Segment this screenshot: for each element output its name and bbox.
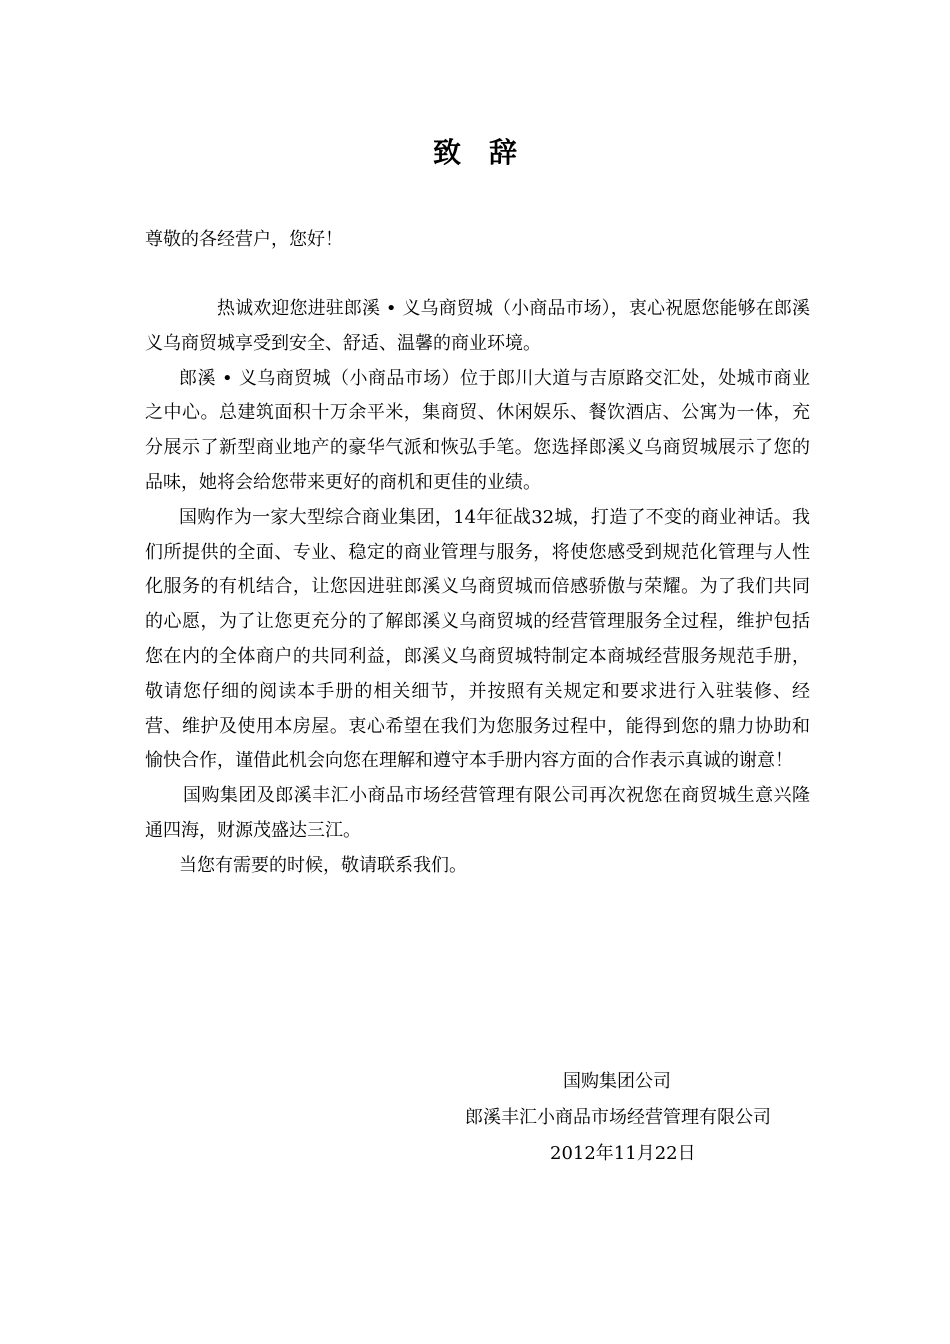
page-title: 致辞 xyxy=(432,136,545,169)
paragraph-location: 郎溪 • 义乌商贸城（小商品市场）位于郎川大道与吉原路交汇处，处城市商业之中心。总建筑面积十万余平米，集商贸、休闲娱乐、餐饮酒店、公寓为一体，充分展示了新型商业地产的豪华气派和恢弘手笔。您选择郎溪义乌商贸城展示了您的品味，她将会给您带来更好的商机和更佳的业绩。 xyxy=(145,367,810,493)
salutation: 尊敬的各经营户，您好！ xyxy=(145,229,343,250)
signature-date: 2012年11月22日 xyxy=(550,1143,696,1164)
paragraph-contact: 当您有需要的时候，敬请联系我们。 xyxy=(179,854,467,876)
paragraph-wishes: 国购集团及郎溪丰汇小商品市场经营管理有限公司再次祝您在商贸城生意兴隆通四海，财源茂盛达三江。 xyxy=(145,785,810,841)
paragraph-group-intro: 国购作为一家大型综合商业集团，14年征战32城，打造了不变的商业神话。我们所提供的全面、专业、稳定的商业管理与服务，将使您感受到规范化管理与人性化服务的有机结合，让您因进驻郎溪义乌商贸城而倍感骄傲与荣耀。为了我们共同的心愿，为了让您更充分的了解郎溪义乌商贸城的经营管理服务全过程，维护包括您在内的全体商户的共同利益，郎溪义乌商贸城特制定本商城经营服务规范手册，敬请您仔细的阅读本手册的相关细节，并按照有关规定和要求进行入驻装修、经营、维护及使用本房屋。衷心希望在我们为您服务过程中，能得到您的鼎力协助和愉快合作，谨借此机会向您在理解和遵守本手册内容方面的合作表示真诚的谢意！ xyxy=(145,506,810,772)
paragraph-welcome: 热诚欢迎您进驻郎溪 • 义乌商贸城（小商品市场），衷心祝愿您能够在郎溪义乌商贸城享受到安全、舒适、温馨的商业环境。 xyxy=(145,298,810,354)
signature-company-management: 郎溪丰汇小商品市场经营管理有限公司 xyxy=(465,1107,771,1128)
letter-body xyxy=(145,292,810,884)
signature-company-group: 国购集团公司 xyxy=(563,1071,671,1092)
